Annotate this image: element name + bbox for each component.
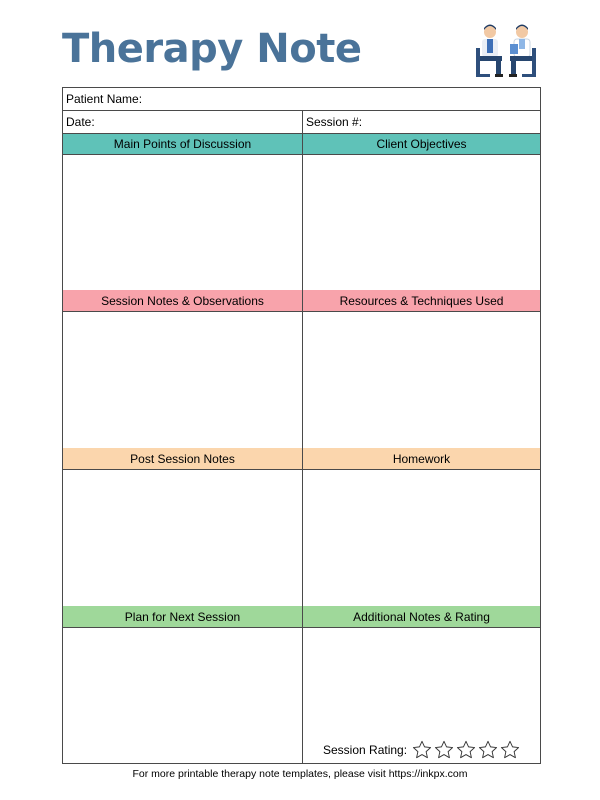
section-header-homework: Homework: [303, 448, 540, 470]
patient-name-row: [63, 88, 540, 111]
star-icon[interactable]: [433, 739, 455, 761]
section-header-additional-notes: Additional Notes & Rating: [303, 606, 540, 628]
star-icon[interactable]: [499, 739, 521, 761]
footer-text: For more printable therapy note templates, please visit https://inkpx.com: [132, 768, 468, 780]
section-header-post-session-notes: Post Session Notes: [63, 448, 302, 470]
patient-name-field[interactable]: Patient Name:: [66, 92, 143, 106]
date-field[interactable]: Date:: [66, 115, 95, 129]
divider: [63, 133, 540, 134]
date-session-row: [63, 111, 540, 134]
star-icon[interactable]: [455, 739, 477, 761]
star-icon[interactable]: [477, 739, 499, 761]
session-rating-label: Session Rating:: [323, 743, 408, 757]
therapist-client-illustration: [470, 22, 542, 82]
section-header-session-notes: Session Notes & Observations: [63, 290, 302, 312]
star-icon[interactable]: [411, 739, 433, 761]
section-header-client-objectives: Client Objectives: [303, 133, 540, 155]
rating-stars: [411, 739, 521, 761]
page-title: Therapy Note: [62, 26, 362, 72]
session-rating: [323, 739, 521, 761]
section-header-resources-techniques: Resources & Techniques Used: [303, 290, 540, 312]
therapy-note-form: [62, 87, 541, 764]
section-header-plan-next-session: Plan for Next Session: [63, 606, 302, 628]
section-header-main-points: Main Points of Discussion: [63, 133, 302, 155]
session-number-field[interactable]: Session #:: [306, 115, 363, 129]
